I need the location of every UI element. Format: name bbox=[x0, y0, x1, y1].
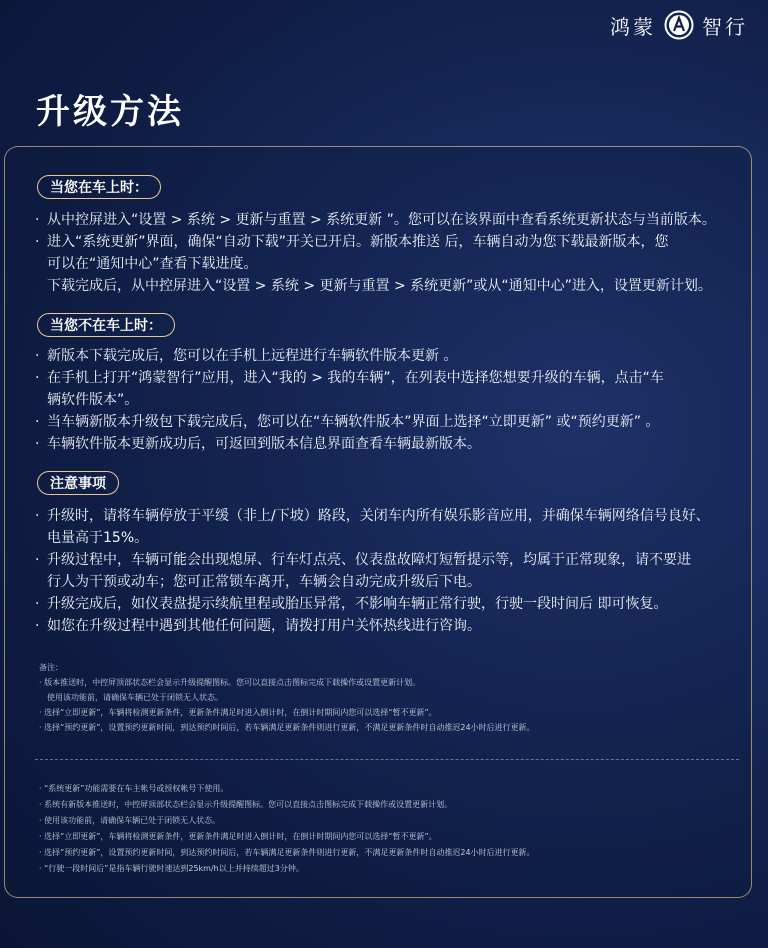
bullet: · bbox=[35, 508, 40, 524]
brand-name-left: 鸿蒙 bbox=[610, 14, 656, 39]
section-heading-in-car: 当您在车上时： bbox=[37, 175, 161, 199]
list-item: · 从中控屏进入“设置 > 系统 > 更新与重置 > 系统更新 ”。您可以在该界面中查看系统更新状态与当前版本。 bbox=[35, 209, 745, 231]
list-item: · 在手机上打开“鸿蒙智行”应用，进入“我的 > 我的车辆”，在列表中选择您想要升级的车辆，点击“车 辆软件版本”。 bbox=[35, 367, 745, 411]
brand-name-right: 智行 bbox=[702, 14, 748, 39]
footnote-line: · 选择“预约更新”，设置预约更新时间，到达预约时间后，若车辆满足更新条件则进行更新，不满足更新条件时自动推迟24小时后进行更新。 bbox=[39, 848, 535, 857]
bullet: · bbox=[35, 618, 40, 634]
list-item: · 升级过程中，车辆可能会出现熄屏、行车灯点亮、仪表盘故障灯短暂提示等，均属于正常现象，请不要进 行人为干预或动车；您可正常锁车离开，车辆会自动完成升级后下电。 bbox=[35, 549, 745, 593]
section-heading-notes: 注意事项 bbox=[37, 471, 119, 495]
bullet: · bbox=[35, 436, 40, 452]
section-heading-not-in-car: 当您不在车上时： bbox=[37, 313, 175, 337]
section-list-not-in-car bbox=[35, 345, 745, 455]
page-title: 升级方法 bbox=[36, 92, 184, 132]
content-card bbox=[4, 146, 752, 898]
footnotes-block bbox=[39, 781, 739, 877]
list-item: · 新版本下载完成后，您可以在手机上远程进行车辆软件版本更新 。 bbox=[35, 345, 745, 367]
list-item: · 进入“系统更新”界面，确保“自动下载”开关已开启。新版本推送 后，车辆自动为您下载最新版本，您 可以在“通知中心”查看下载进度。 下载完成后，从中控屏进入“设置 > 系统 > 更新与重置 > 系统更新”或从“通知中心”进入，设置更新计划。 bbox=[35, 231, 745, 297]
list-item: · 车辆软件版本更新成功后，可返回到版本信息界面查看车辆最新版本。 bbox=[35, 433, 745, 455]
section-list-in-car bbox=[35, 209, 745, 297]
footnote-line: · 系统有新版本推送时，中控屏顶部状态栏会显示升级提醒图标。您可以直接点击图标完成下载操作或设置更新计划。 bbox=[39, 800, 453, 809]
footnote-line: · 选择“立即更新”，车辆将检测更新条件，更新条件满足时进入倒计时，在倒计时期间内您可以选择“暂不更新”。 bbox=[39, 832, 437, 841]
bullet: · bbox=[35, 212, 40, 228]
bullet: · bbox=[35, 414, 40, 430]
bullet: · bbox=[35, 234, 40, 250]
list-item: · 升级时，请将车辆停放于平缓（非上/下坡）路段，关闭车内所有娱乐影音应用，并确保车辆网络信号良好、 电量高于15%。 bbox=[35, 505, 745, 549]
section-list-notes bbox=[35, 505, 745, 637]
bullet: · bbox=[35, 348, 40, 364]
list-item: · 升级完成后，如仪表盘提示续航里程或胎压异常，不影响车辆正常行驶，行驶一段时间后 即可恢复。 bbox=[35, 593, 745, 615]
list-item: · 如您在升级过程中遇到其他任何问题，请拨打用户关怀热线进行咨询。 bbox=[35, 615, 745, 637]
remarks-line: · 版本推送时，中控屏顶部状态栏会显示升级提醒图标。您可以直接点击图标完成下载操作或设置更新计划。 bbox=[39, 678, 421, 687]
remarks-line: · 选择“立即更新”，车辆将检测更新条件，更新条件满足时进入倒计时，在倒计时期间内您可以选择“暂不更新”。 bbox=[39, 708, 437, 717]
footnote-line: · “系统更新”功能需要在车主帐号或授权帐号下使用。 bbox=[39, 784, 229, 793]
list-item: · 当车辆新版本升级包下载完成后，您可以在“车辆软件版本”界面上选择“立即更新” 或“预约更新” 。 bbox=[35, 411, 745, 433]
remarks-line: 使用该功能前，请确保车辆已处于闭锁无人状态。 bbox=[47, 693, 223, 702]
remarks-label: 备注： bbox=[39, 663, 63, 672]
remarks-line: · 选择“预约更新”，设置预约更新时间，到达预约时间后，若车辆满足更新条件则进行更新，不满足更新条件时自动推迟24小时后进行更新。 bbox=[39, 723, 535, 732]
bullet: · bbox=[35, 596, 40, 612]
brand-header bbox=[610, 8, 748, 42]
remarks-block bbox=[39, 660, 739, 735]
bullet: · bbox=[35, 370, 40, 386]
brand-logo-icon bbox=[664, 10, 694, 40]
footnote-line: · “行驶一段时间后”是指车辆行驶时速达到25km/h以上并持续超过3分钟。 bbox=[39, 864, 304, 873]
footnote-line: · 使用该功能前，请确保车辆已处于闭锁无人状态。 bbox=[39, 816, 221, 825]
dashed-divider bbox=[35, 759, 739, 760]
bullet: · bbox=[35, 552, 40, 568]
